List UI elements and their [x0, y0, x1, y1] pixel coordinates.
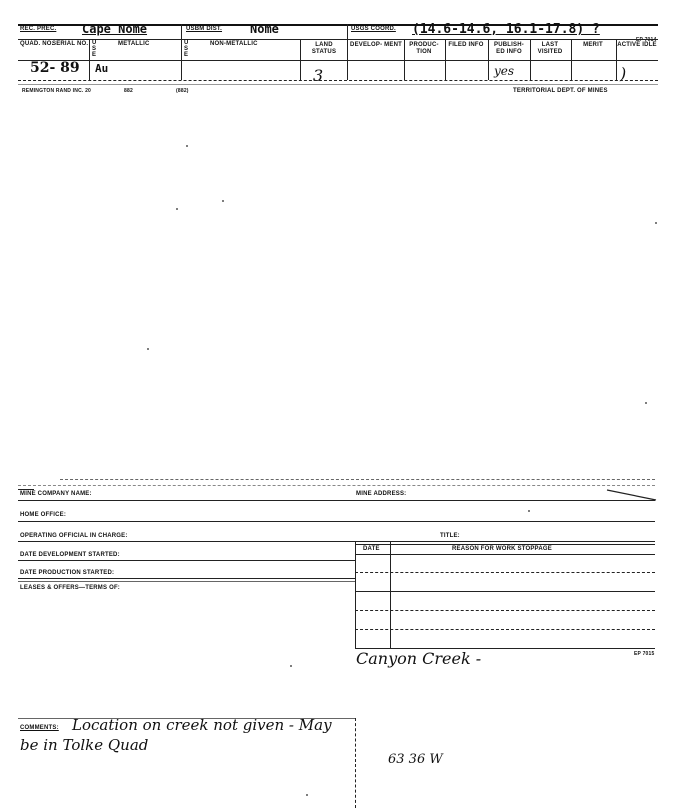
rec-prec-label: REC. PREC. [20, 26, 57, 32]
comments-divider [355, 718, 356, 808]
speck [645, 402, 647, 404]
col-divider [347, 24, 348, 80]
speck [186, 145, 188, 147]
handwritten-creek: Canyon Creek - [356, 649, 482, 668]
row-line [18, 541, 655, 542]
table-divider [355, 541, 356, 649]
speck [306, 794, 308, 796]
reason-label: REASON FOR WORK STOPPAGE [452, 546, 552, 552]
lower-top-border [60, 479, 655, 480]
col-divider [181, 24, 182, 80]
operating-official-label: OPERATING OFFICIAL IN CHARGE: [20, 533, 128, 539]
metallic-label: METALLIC [118, 41, 150, 47]
comments-label: COMMENTS: [20, 725, 59, 731]
row-line [355, 544, 655, 545]
form-code-top: EP 7014 [636, 37, 657, 43]
date-dev-label: DATE DEVELOPMENT STARTED: [20, 552, 120, 558]
title-label: TITLE: [440, 533, 460, 539]
speck [147, 348, 149, 350]
merit-label: MERIT [583, 42, 603, 48]
usgs-coord-value: (14.6-14.6, 16.1-17.8) ? [412, 22, 600, 37]
date-col-label: DATE [363, 546, 380, 552]
last-visited-label: LAST VISITED [537, 42, 563, 55]
row-line [18, 521, 655, 522]
speck [290, 665, 292, 667]
table-line [355, 572, 655, 573]
printer-code: 882 [124, 88, 133, 94]
usgs-coord-label: USGS COORD. [351, 26, 396, 32]
leases-label: LEASES & OFFERS—TERMS OF: [20, 585, 121, 591]
table-line [355, 629, 655, 630]
row-line [18, 560, 355, 561]
header-bottom-border [18, 80, 658, 81]
table-line [355, 591, 655, 592]
lower-top-border-faint [18, 485, 655, 486]
speck [528, 510, 530, 512]
rec-prec-value: Cape Nome [82, 22, 148, 36]
printer-text: REMINGTON RAND INC. 20 [22, 88, 92, 94]
speck [655, 222, 657, 224]
land-status-label: LAND STATUS [311, 42, 337, 55]
mine-address-label: MINE ADDRESS: [356, 491, 407, 497]
row-line [18, 578, 355, 579]
produc-label: PRODUC- TION [409, 42, 439, 55]
develop-label: DEVELOP- MENT [350, 42, 402, 48]
date-prod-label: DATE PRODUCTION STARTED: [20, 570, 115, 576]
u-label-nonmetallic: U [184, 40, 189, 46]
usbm-dist-value: Nome [250, 22, 279, 36]
header-row-divider [18, 60, 658, 61]
table-line [355, 554, 655, 555]
printer-code-paren: (882) [176, 88, 189, 94]
publish-label: PUBLISH- ED INFO [494, 42, 524, 55]
comments-line-2: be in Tolke Quad [20, 736, 149, 754]
land-status-value: 3 [313, 66, 324, 85]
row-line [18, 581, 355, 582]
non-metallic-label: NON-METALLIC [210, 41, 258, 47]
u-label-metallic: U [92, 40, 97, 46]
comments-line-1: Location on creek not given - May [72, 716, 332, 734]
department-text: TERRITORIAL DEPT. OF MINES [513, 88, 608, 94]
filed-label: FILED INFO [448, 42, 484, 48]
quad-serial-value: 52- 89 [30, 60, 80, 76]
header-row-divider [18, 39, 658, 40]
published-info-value: yes [494, 64, 515, 78]
handwritten-code: 63 36 W [388, 752, 443, 767]
home-office-label: HOME OFFICE: [20, 512, 67, 518]
usbm-dist-label: USBM DIST. [186, 26, 223, 32]
header-bottom-border-faint [18, 84, 658, 85]
speck [222, 200, 224, 202]
row-line [18, 500, 655, 501]
serial-label: SERIAL NO. [52, 41, 89, 47]
form-code-bottom: EP 7015 [634, 651, 655, 657]
active-idle-label: ACTIVE IDLE [617, 42, 657, 48]
table-divider [390, 541, 391, 649]
mine-company-label: MINE COMPANY NAME: [20, 491, 92, 497]
quad-label: QUAD. NO. [20, 41, 54, 47]
table-line [355, 610, 655, 611]
speck [176, 208, 178, 210]
active-idle-value: ) [620, 64, 627, 83]
metallic-value: Au [95, 62, 109, 75]
